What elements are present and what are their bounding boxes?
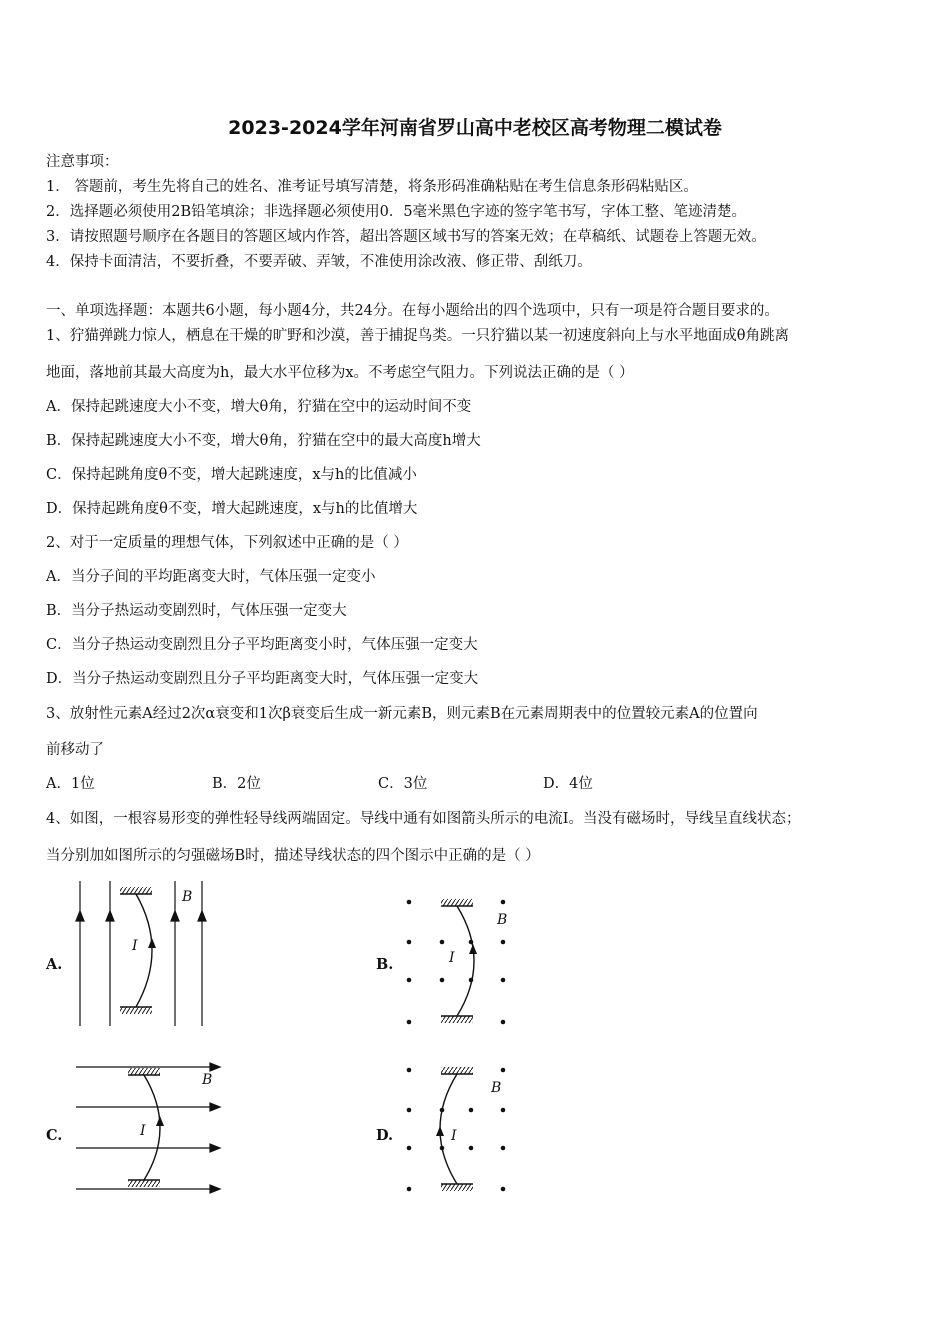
figure-d	[395, 1058, 525, 1203]
wire	[144, 1075, 160, 1180]
floor-support	[441, 1016, 473, 1023]
notice-item-2: 2．选择题必须使用2B铅笔填涂；非选择题必须使用0．5毫米黑色字迹的签字笔书写，字体工整、笔迹清楚。	[46, 204, 747, 220]
wire	[136, 894, 152, 1007]
q1-stem-line1: 1、狞猫弹跳力惊人，栖息在干燥的旷野和沙漠，善于捕捉鸟类。一只狞猫以某一初速度斜向上与水平地面成θ角跳离	[46, 328, 789, 344]
field-label: B	[497, 912, 508, 928]
q3-option-c: C．3位	[378, 776, 428, 792]
q2-stem: 2、对于一定质量的理想气体，下列叙述中正确的是（ ）	[46, 535, 408, 551]
figure-label-a: A.	[46, 956, 63, 973]
figure-a	[70, 876, 215, 1031]
notice-item-4: 4．保持卡面清洁，不要折叠，不要弄破、弄皱，不准使用涂改液、修正带、刮纸刀。	[46, 254, 592, 270]
figure-label-d: D.	[376, 1127, 394, 1144]
figure-label-b: B.	[376, 956, 394, 973]
notice-heading: 注意事项：	[46, 154, 119, 170]
field-label: B	[202, 1072, 213, 1088]
ceiling-support	[441, 899, 473, 906]
q1-option-c: C．保持起跳角度θ不变，增大起跳速度，x与h的比值减小	[46, 467, 417, 483]
figure-b	[395, 888, 525, 1038]
figure-c	[70, 1058, 230, 1198]
current-label: I	[132, 938, 138, 954]
wire	[457, 906, 474, 1016]
section-heading: 一、单项选择题：本题共6小题，每小题4分，共24分。在每小题给出的四个选项中，只有一项是符合题目要求的。	[46, 303, 779, 319]
field-label: B	[491, 1080, 502, 1096]
field-label: B	[182, 889, 193, 905]
current-label: I	[449, 950, 455, 966]
field-dots	[407, 900, 506, 1025]
figure-label-c: C.	[46, 1127, 63, 1144]
q3-option-a: A．1位	[46, 776, 95, 792]
q1-stem-line2: 地面，落地前其最大高度为h，最大水平位移为x。不考虑空气阻力。下列说法正确的是（ ）	[46, 365, 634, 381]
q4-stem-line2: 当分别加如图所示的匀强磁场B时，描述导线状态的四个图示中正确的是（ ）	[46, 848, 540, 864]
q4-stem-line1: 4、如图，一根容易形变的弹性轻导线两端固定。导线中通有如图箭头所示的电流I。当没有磁场时，导线呈直线状态；	[46, 811, 801, 827]
q2-option-c: C．当分子热运动变剧烈且分子平均距离变小时，气体压强一定变大	[46, 637, 478, 653]
floor-support	[128, 1180, 160, 1187]
page-title: 2023-2024学年河南省罗山高中老校区高考物理二模试卷	[228, 117, 722, 139]
current-label: I	[140, 1123, 146, 1139]
q3-option-b: B．2位	[212, 776, 261, 792]
notice-item-1: 1． 答题前，考生先将自己的姓名、准考证号填写清楚，将条形码准确粘贴在考生信息条形码粘贴区。	[46, 179, 698, 195]
q3-stem-line2: 前移动了	[46, 742, 104, 758]
ceiling-support	[120, 887, 152, 894]
current-arrow	[436, 1126, 444, 1136]
ceiling-support	[441, 1067, 473, 1074]
q2-option-d: D．当分子热运动变剧烈且分子平均距离变大时，气体压强一定变大	[46, 671, 479, 687]
q2-option-a: A．当分子间的平均距离变大时，气体压强一定变小	[46, 569, 376, 585]
current-arrow	[148, 938, 156, 948]
current-label: I	[451, 1128, 457, 1144]
current-arrow	[156, 1116, 164, 1126]
q3-option-d: D．4位	[543, 776, 593, 792]
current-arrow	[469, 944, 477, 954]
floor-support	[120, 1007, 152, 1014]
notice-item-3: 3．请按照题号顺序在各题目的答题区域内作答，超出答题区域书写的答案无效；在草稿纸、试题卷上答题无效。	[46, 229, 766, 245]
floor-support	[441, 1184, 473, 1191]
ceiling-support	[128, 1068, 160, 1075]
q1-option-b: B．保持起跳速度大小不变，增大θ角，狞猫在空中的最大高度h增大	[46, 433, 481, 449]
q1-option-d: D．保持起跳角度θ不变，增大起跳速度，x与h的比值增大	[46, 501, 418, 517]
q2-option-b: B．当分子热运动变剧烈时，气体压强一定变大	[46, 603, 347, 619]
q1-option-a: A．保持起跳速度大小不变，增大θ角，狞猫在空中的运动时间不变	[46, 399, 472, 415]
q3-stem-line1: 3、放射性元素A经过2次α衰变和1次β衰变后生成一新元素B，则元素B在元素周期表中的位置较元素A的位置向	[46, 706, 758, 722]
